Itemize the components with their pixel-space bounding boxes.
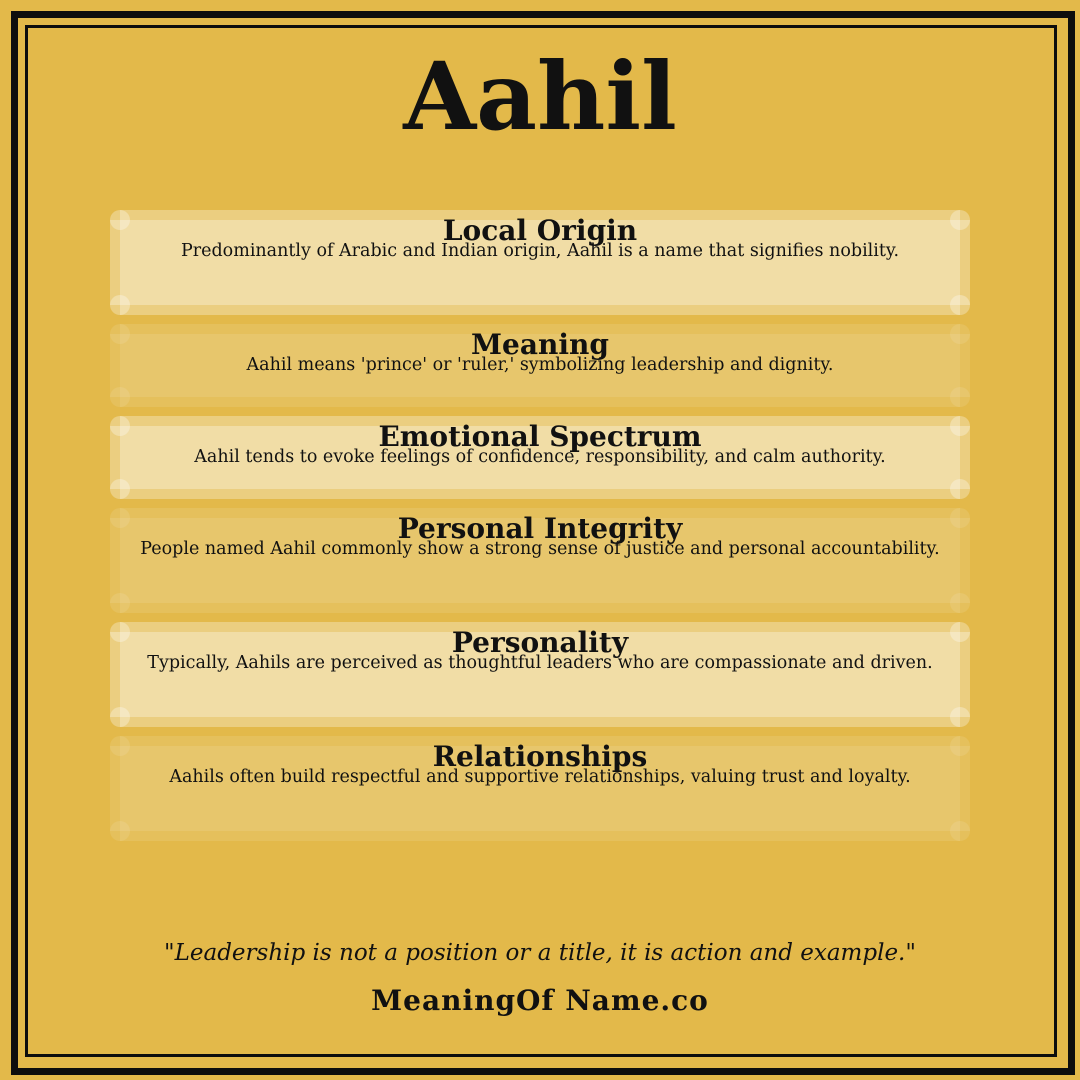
card-corner [950, 416, 970, 436]
card-title: Personality [451, 626, 629, 659]
card-corner [110, 479, 130, 499]
card-body: Aahil means 'prince' or 'ruler,' symbolizing leadership and dignity. [246, 355, 834, 375]
card-title: Relationships [432, 740, 648, 773]
info-card [110, 210, 970, 315]
card-corner [950, 324, 970, 344]
card-body: People named Aahil commonly show a strong sense of justice and personal accountability. [140, 539, 940, 559]
card-body: Predominantly of Arabic and Indian origin, Aahil is a name that signifies nobility. [180, 241, 900, 261]
card-corner [950, 295, 970, 315]
info-card [110, 508, 970, 613]
card-body: Aahils often build respectful and supportive relationships, valuing trust and loyalty. [169, 767, 911, 787]
card-corner [950, 387, 970, 407]
quote: "Leadership is not a position or a title, it is action and example." [164, 940, 916, 966]
card-corner [950, 707, 970, 727]
info-card [110, 416, 970, 499]
card-corner [110, 508, 130, 528]
card-corner [950, 210, 970, 230]
site-name: MeaningOf Name.co [371, 984, 709, 1017]
card-corner [110, 416, 130, 436]
card-body: Typically, Aahils are perceived as thoughtful leaders who are compassionate and driven. [147, 653, 933, 673]
card-corner [110, 736, 130, 756]
name-title: Aahil [403, 42, 677, 152]
card-title: Emotional Spectrum [378, 420, 702, 453]
card-corner [110, 295, 130, 315]
card-corner [110, 324, 130, 344]
card-corner [950, 821, 970, 841]
info-card [110, 622, 970, 727]
card-corner [950, 593, 970, 613]
card-corner [110, 210, 130, 230]
card-corner [110, 593, 130, 613]
info-card [110, 736, 970, 841]
card-body: Aahil tends to evoke feelings of confidence, responsibility, and calm authority. [194, 447, 886, 467]
card-corner [950, 479, 970, 499]
card-corner [950, 736, 970, 756]
card-corner [110, 707, 130, 727]
card-corner [110, 387, 130, 407]
card-corner [950, 508, 970, 528]
card-corner [950, 622, 970, 642]
card-corner [110, 821, 130, 841]
card-corner [110, 622, 130, 642]
card-title: Local Origin [442, 214, 638, 247]
card-title: Meaning [471, 328, 609, 361]
info-card [110, 324, 970, 407]
card-title: Personal Integrity [397, 512, 683, 545]
